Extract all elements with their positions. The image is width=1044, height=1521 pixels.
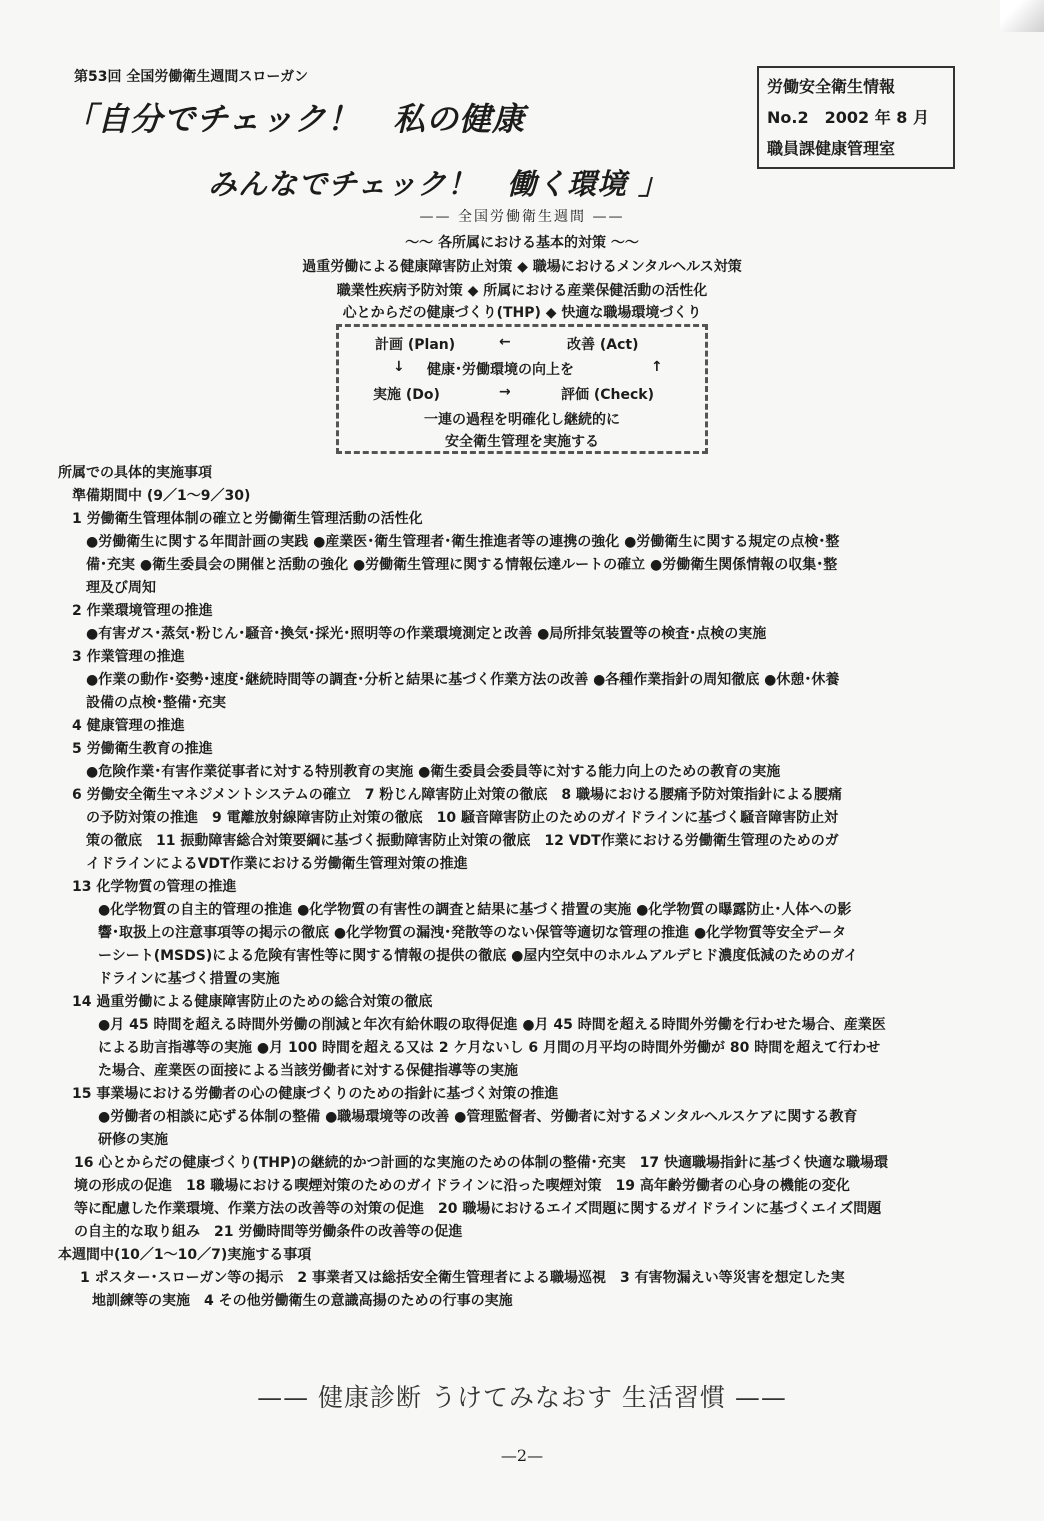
items-6-12-line-3: 策の徹底 11 振動障害総合対策要綱に基づく振動障害防止対策の徹底 12 VDT作業における労働衛生管理のためのガ (86, 833, 839, 849)
arrow-up-icon: ↑ (651, 359, 663, 375)
measures-line-1: 過重労働による健康障害防止対策 ◆ 職場におけるメンタルヘルス対策 (302, 259, 742, 275)
item-14-line-3: た場合、産業医の面接による当該労働者に対する保健指導等の実施 (98, 1063, 518, 1079)
week-line-2: 地訓練等の実施 4 その他労働衛生の意識高揚のための行事の実施 (92, 1293, 513, 1309)
page-number: —2— (500, 1446, 544, 1465)
item-4-title: 4 健康管理の推進 (72, 718, 185, 734)
slogan-label: 第53回 全国労働衛生週間スローガン (74, 69, 309, 85)
item-3-line-2: 設備の点検･整備･充実 (86, 695, 226, 711)
item-15-line-2: 研修の実施 (98, 1132, 168, 1148)
prep-period: 準備期間中 (9／1〜9／30) (72, 488, 251, 504)
item-1-line-2: 備･充実 ●衛生委員会の開催と活動の強化 ●労働衛生管理に関する情報伝達ルートの確立 ●労働衛生関係情報の収集･整 (86, 557, 838, 573)
measures-heading: 〜〜 各所属における基本的対策 〜〜 (405, 235, 639, 251)
item-1-line-3: 理及び周知 (86, 580, 156, 596)
item-13-line-4: ドラインに基づく措置の実施 (98, 971, 280, 987)
arrow-down-icon: ↓ (393, 359, 405, 375)
pdca-cycle-box (336, 324, 708, 454)
item-2-line-1: ●有害ガス･蒸気･粉じん･騒音･換気･採光･照明等の作業環境測定と改善 ●局所排気装置等の検査･点検の実施 (86, 626, 767, 642)
slogan-line-2: みんなでチェック！ 働く環境 」 (208, 167, 669, 201)
item-5-title: 5 労働衛生教育の推進 (72, 741, 213, 757)
item-2-title: 2 作業環境管理の推進 (72, 603, 213, 619)
item-13-line-1: ●化学物質の自主的管理の推進 ●化学物質の有害性の調査と結果に基づく措置の実施 ●化学物質の曝露防止･人体への影 (98, 902, 852, 918)
info-box-department: 職員課健康管理室 (767, 139, 896, 158)
items-16-21-line-4: の自主的な取り組み 21 労働時間等労働条件の改善等の促進 (74, 1224, 463, 1240)
info-box-title: 労働安全衛生情報 (767, 77, 896, 96)
cycle-plan: 計画 (Plan) (375, 337, 456, 353)
implementation-section (58, 462, 1008, 1313)
page-corner-shadow (1000, 0, 1044, 32)
items-16-21-line-2: 境の形成の促進 18 職場における喫煙対策のためのガイドラインに沿った喫煙対策 19 高年齢労働者の心身の機能の変化 (74, 1178, 850, 1194)
item-5-line-1: ●危険作業･有害作業従事者に対する特別教育の実施 ●衛生委員会委員等に対する能力向上のための教育の実施 (86, 764, 781, 780)
item-14-title: 14 過重労働による健康障害防止のための総合対策の徹底 (72, 994, 433, 1010)
cycle-note-2: 安全衛生管理を実施する (445, 434, 599, 450)
cycle-check: 評価 (Check) (561, 387, 655, 403)
section-title: 所属での具体的実施事項 (58, 465, 212, 481)
items-6-12-line-1: 6 労働安全衛生マネジメントシステムの確立 7 粉じん障害防止対策の徹底 8 職場における腰痛予防対策指針による腰痛 (72, 787, 843, 803)
items-16-21-line-1: 16 心とからだの健康づくり(THP)の継続的かつ計画的な実施のための体制の整備･充実 17 快適職場指針に基づく快適な職場環 (74, 1155, 889, 1171)
measures-line-3: 心とからだの健康づくり(THP) ◆ 快適な職場環境づくり (342, 305, 702, 321)
measures-line-2: 職業性疾病予防対策 ◆ 所属における産業保健活動の活性化 (336, 283, 708, 299)
item-13-line-2: 響･取扱上の注意事項等の掲示の徹底 ●化学物質の漏洩･発散等のない保管等適切な管理の推進 ●化学物質等安全データ (98, 925, 847, 941)
arrow-left-icon: ← (499, 334, 511, 350)
info-box-issue: No.2 2002 年 8 月 (767, 108, 929, 127)
arrow-right-icon: → (499, 384, 511, 400)
week-title: 本週間中(10／1〜10／7)実施する事項 (58, 1247, 312, 1263)
cycle-note-1: 一連の過程を明確化し継続的に (424, 412, 620, 428)
item-3-title: 3 作業管理の推進 (72, 649, 185, 665)
item-13-title: 13 化学物質の管理の推進 (72, 879, 237, 895)
footer-slogan: —— 健康診断 うけてみなおす 生活習慣 —— (257, 1383, 787, 1412)
item-13-line-3: ーシート(MSDS)による危険有害性等に関する情報の提供の徹底 ●屋内空気中のホルムアルデヒド濃度低減のためのガイ (98, 948, 858, 964)
item-14-line-2: による助言指導等の実施 ●月 100 時間を超える又は 2 ケ月ないし 6 月間の月平均の時間外労働が 80 時間を超えて行わせ (98, 1040, 881, 1056)
slogan-line-1: 「自分でチェック！ 私の健康 (64, 100, 526, 138)
week-line-1: 1 ポスター･スローガン等の掲示 2 事業者又は総括安全衛生管理者による職場巡視 3 有害物漏えい等災害を想定した実 (80, 1270, 845, 1286)
cycle-act: 改善 (Act) (567, 337, 639, 353)
item-15-line-1: ●労働者の相談に応ずる体制の整備 ●職場環境等の改善 ●管理監督者、労働者に対するメンタルヘルスケアに関する教育 (98, 1109, 858, 1125)
item-1-title: 1 労働衛生管理体制の確立と労働衛生管理活動の活性化 (72, 511, 423, 527)
items-16-21-line-3: 等に配慮した作業環境、作業方法の改善等の対策の促進 20 職場におけるエイズ問題に関するガイドラインに基づくエイズ問題 (74, 1201, 882, 1217)
info-box (757, 66, 955, 169)
item-14-line-1: ●月 45 時間を超える時間外労働の削減と年次有給休暇の取得促進 ●月 45 時間を超える時間外労働を行わせた場合、産業医 (98, 1017, 886, 1033)
item-15-title: 15 事業場における労働者の心の健康づくりのための指針に基づく対策の推進 (72, 1086, 559, 1102)
cycle-center: 健康･労働環境の向上を (427, 362, 574, 378)
subtitle: —— 全国労働衛生週間 —— (419, 209, 625, 225)
cycle-do: 実施 (Do) (373, 387, 440, 403)
item-3-line-1: ●作業の動作･姿勢･速度･継続時間等の調査･分析と結果に基づく作業方法の改善 ●各種作業指針の周知徹底 ●休憩･休養 (86, 672, 840, 688)
items-6-12-line-2: の予防対策の推進 9 電離放射線障害防止対策の徹底 10 騒音障害防止のためのガイドラインに基づく騒音障害防止対 (86, 810, 839, 826)
items-6-12-line-4: イドラインによるVDT作業における労働衛生管理対策の推進 (86, 856, 468, 872)
item-1-line-1: ●労働衛生に関する年間計画の実践 ●産業医･衛生管理者･衛生推進者等の連携の強化 ●労働衛生に関する規定の点検･整 (86, 534, 840, 550)
